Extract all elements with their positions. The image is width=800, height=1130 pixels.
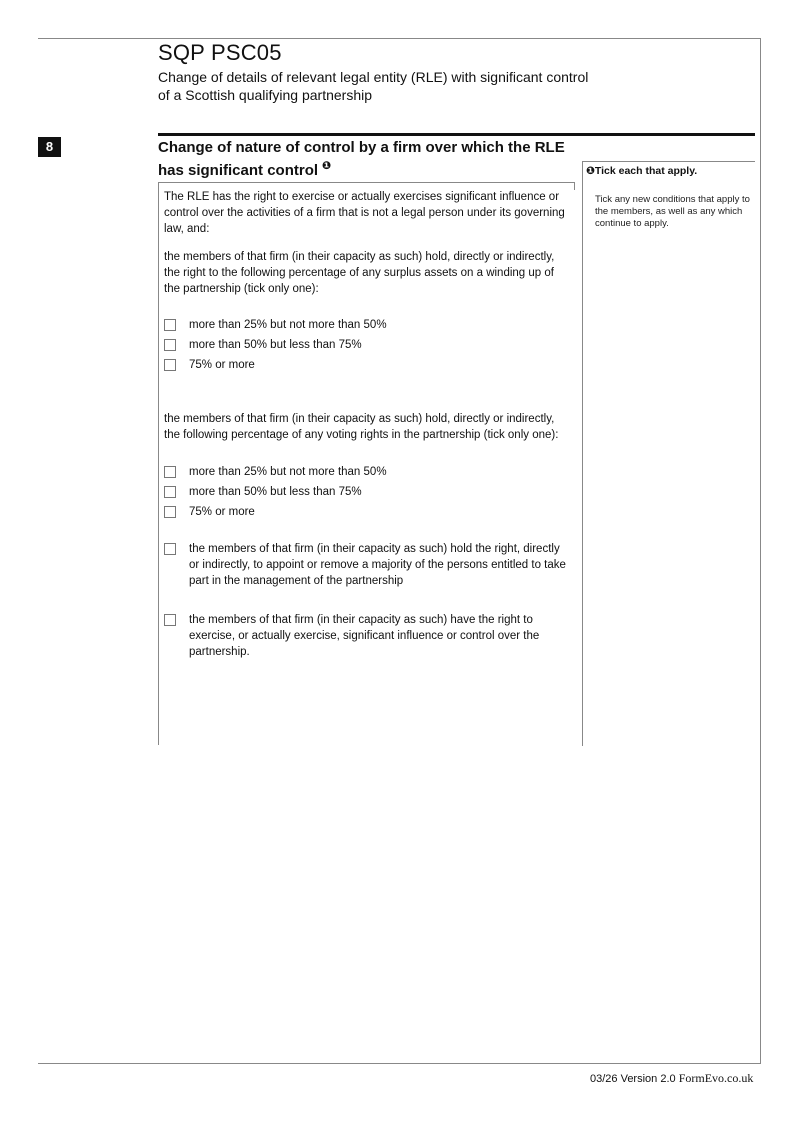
checkbox[interactable] (164, 319, 176, 331)
checkbox[interactable] (164, 543, 176, 555)
assets-option-75-plus[interactable] (164, 357, 571, 373)
form-title-line1: Change of details of relevant legal entity (RLE) with significant control (158, 69, 589, 85)
footer (590, 1071, 753, 1086)
top-rule (38, 38, 761, 39)
checkbox[interactable] (164, 506, 176, 518)
note-marker-icon: ❶ (322, 160, 332, 172)
checkbox[interactable] (164, 359, 176, 371)
checkbox-label: the members of that firm (in their capacity as such) have the right to exercise, or actually exercise, significant influence or control over the partnership. (189, 614, 540, 658)
checkbox-label: more than 50% but less than 75% (189, 339, 362, 351)
section-rule (158, 133, 755, 136)
section-heading (158, 139, 568, 180)
checkbox-label: more than 50% but less than 75% (189, 486, 362, 498)
checkbox[interactable] (164, 466, 176, 478)
voting-option-75-plus[interactable] (164, 504, 571, 520)
form-title-line2: of a Scottish qualifying partnership (158, 87, 373, 103)
form-code: SQP PSC05 (158, 40, 282, 65)
bottom-rule (38, 1063, 761, 1064)
intro-text: The RLE has the right to exercise or actually exercises significant influence or control over the activities of a firm that is not a legal person under its governing law, and: (164, 191, 565, 235)
assets-option-50-75[interactable] (164, 337, 571, 353)
section-heading-line1: Change of nature of control by a firm over which the RLE (158, 139, 565, 156)
checkbox[interactable] (164, 339, 176, 351)
voting-option-50-75[interactable] (164, 484, 571, 500)
checkbox[interactable] (164, 486, 176, 498)
checkbox-label: 75% or more (189, 506, 255, 518)
right-margin-rule (760, 38, 761, 1064)
form-panel-right-edge (574, 182, 575, 190)
checkbox-label: the members of that firm (in their capacity as such) hold the right, directly or indirectly, to appoint or remove a majority of the persons entitled to take part in the management of the partnership (189, 543, 566, 587)
footer-version: 03/26 Version 2.0 (590, 1073, 676, 1085)
footer-brand: FormEvo.co.uk (678, 1071, 754, 1085)
guidance-text: Tick any new conditions that apply to the members, as well as any which continue to apply. (595, 194, 750, 229)
voting-option-25-50[interactable] (164, 464, 571, 480)
section-number: 8 (38, 137, 61, 157)
section-heading-line2-text: has significant control (158, 162, 319, 179)
section-heading-line2 (158, 157, 568, 180)
checkbox-label: more than 25% but not more than 50% (189, 466, 387, 478)
guidance-title: ❶Tick each that apply. (586, 165, 698, 177)
checkbox-label: more than 25% but not more than 50% (189, 319, 387, 331)
guidance-panel (582, 161, 755, 746)
voting-intro-text: the members of that firm (in their capacity as such) hold, directly or indirectly, the following percentage of any voting rights in the partnership (tick only one): (164, 413, 559, 441)
appoint-remove-option[interactable] (164, 541, 571, 589)
checkbox[interactable] (164, 614, 176, 626)
checkbox-label: 75% or more (189, 359, 255, 371)
form-title (158, 68, 628, 104)
significant-influence-option[interactable] (164, 612, 571, 660)
assets-option-25-50[interactable] (164, 317, 571, 333)
assets-intro-text: the members of that firm (in their capacity as such) hold, directly or indirectly, the right to the following percentage of any surplus assets on a winding up of the partnership (tick only one): (164, 251, 555, 295)
